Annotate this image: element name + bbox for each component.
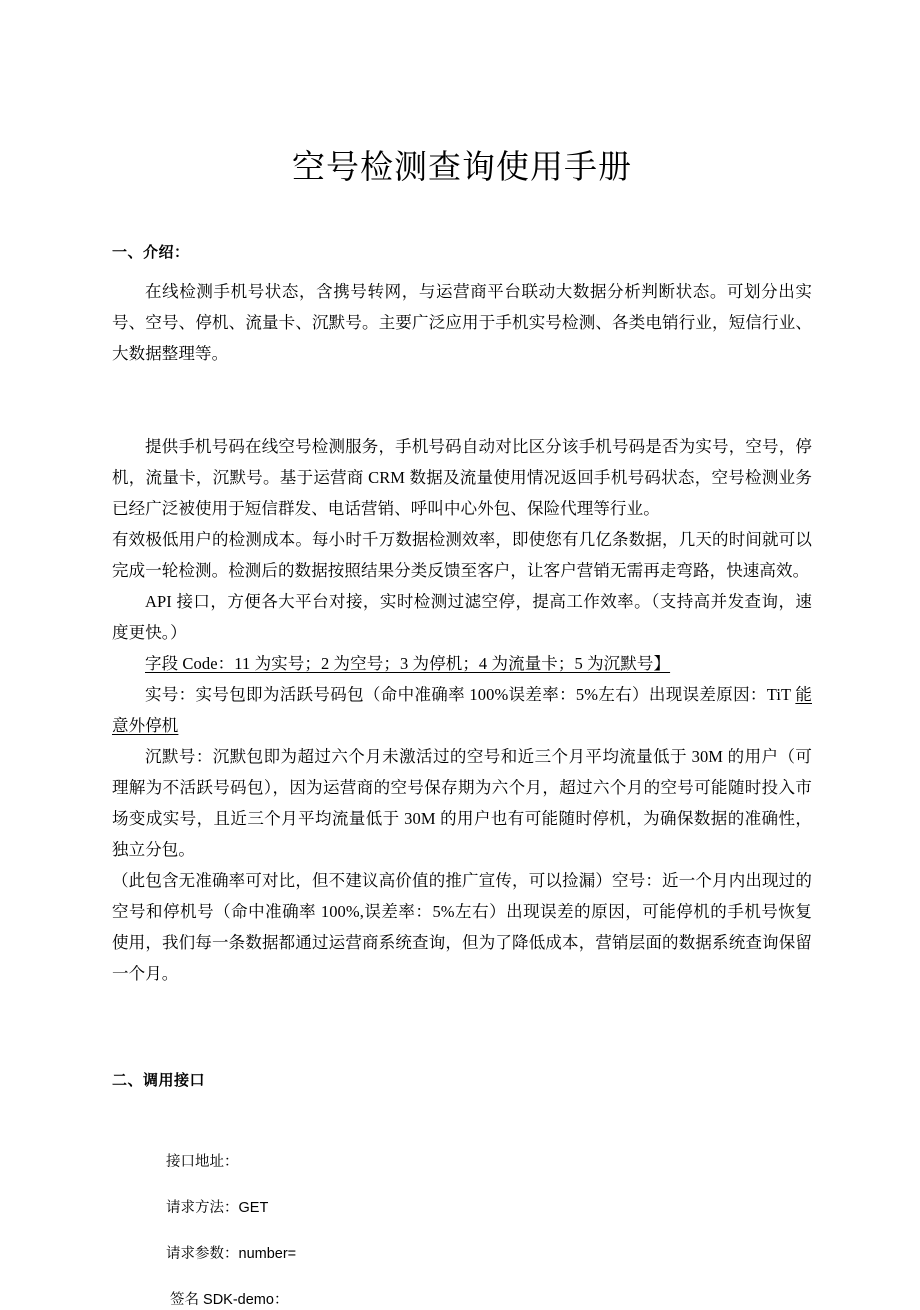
paragraph-konghao: （此包含无准确率可对比，但不建议高价值的推广宣传，可以捡漏）空号：近一个月内出现过的空号和停机号（命中准确率 100%,误差率：5%左右）出现误差的原因，可能停机的手机号恢复使用，我们每一条数据都通过运营商系统查询，但为了降低成本，营销层面的数据系统查询保留一个月。	[112, 871, 812, 984]
shihao-text-underlined: 能意外停机	[112, 685, 812, 736]
section-heading-introduction: 一、介绍：	[112, 244, 190, 262]
section-heading-api: 二、调用接口	[112, 1072, 206, 1090]
spacer	[112, 369, 812, 431]
api-details-list	[112, 1090, 812, 1310]
code-field-line	[112, 648, 812, 679]
api-params-label: 请求参数：number=	[166, 1246, 297, 1263]
paragraph-service-description: 提供手机号码在线空号检测服务，手机号码自动对比区分该手机号码是否为实号，空号，停机，流量卡，沉默号。基于运营商 CRM 数据及流量使用情况返回手机号码状态，空号检测业务已经广泛被使用于短信群发、电话营销、呼叫中心外包、保险代理等行业。	[112, 437, 812, 519]
shihao-line	[112, 679, 812, 741]
code-field-text: 字段 Code：11 为实号；2 为空号；3 为停机；4 为流量卡；5 为沉默号】	[145, 654, 671, 674]
paragraph-chenmohao: 沉默号：沉默包即为超过六个月未激活过的空号和近三个月平均流量低于 30M 的用户（可理解为不活跃号码包），因为运营商的空号保存期为六个月，超过六个月的空号可能随时投入市场变成实号，且近三个月平均流量低于 30M 的用户也有可能随时停机，为确保数据的准确性，独立分包。	[112, 747, 812, 860]
api-sign-sdk-label: 签名 SDK-demo：	[170, 1292, 289, 1309]
shihao-text-plain: 实号：实号包即为活跃号码包（命中准确率 100%误差率：5%左右）出现误差原因：TiT	[145, 685, 796, 705]
api-method-label: 请求方法：GET	[166, 1200, 269, 1217]
spacer	[112, 262, 812, 276]
paragraph-cost-efficiency: 有效极低用户的检测成本。每小时千万数据检测效率，即使您有几亿条数据，几天的时间就可以完成一轮检测。检测后的数据按照结果分类反馈至客户，让客户营销无需再走弯路，快速高效。	[112, 530, 812, 581]
page-title: 空号检测查询使用手册	[292, 150, 632, 186]
paragraph-api-intro: API 接口，方便各大平台对接，实时检测过滤空停，提高工作效率。（支持高并发查询，速度更快。）	[112, 592, 812, 643]
document-content	[112, 0, 812, 1310]
paragraph-overview: 在线检测手机号状态，含携号转网，与运营商平台联动大数据分析判断状态。可划分出实号、空号、停机、流量卡、沉默号。主要广泛应用于手机实号检测、各类电销行业，短信行业、大数据整理等。	[112, 282, 812, 364]
api-endpoint-label: 接口地址：	[166, 1154, 239, 1171]
